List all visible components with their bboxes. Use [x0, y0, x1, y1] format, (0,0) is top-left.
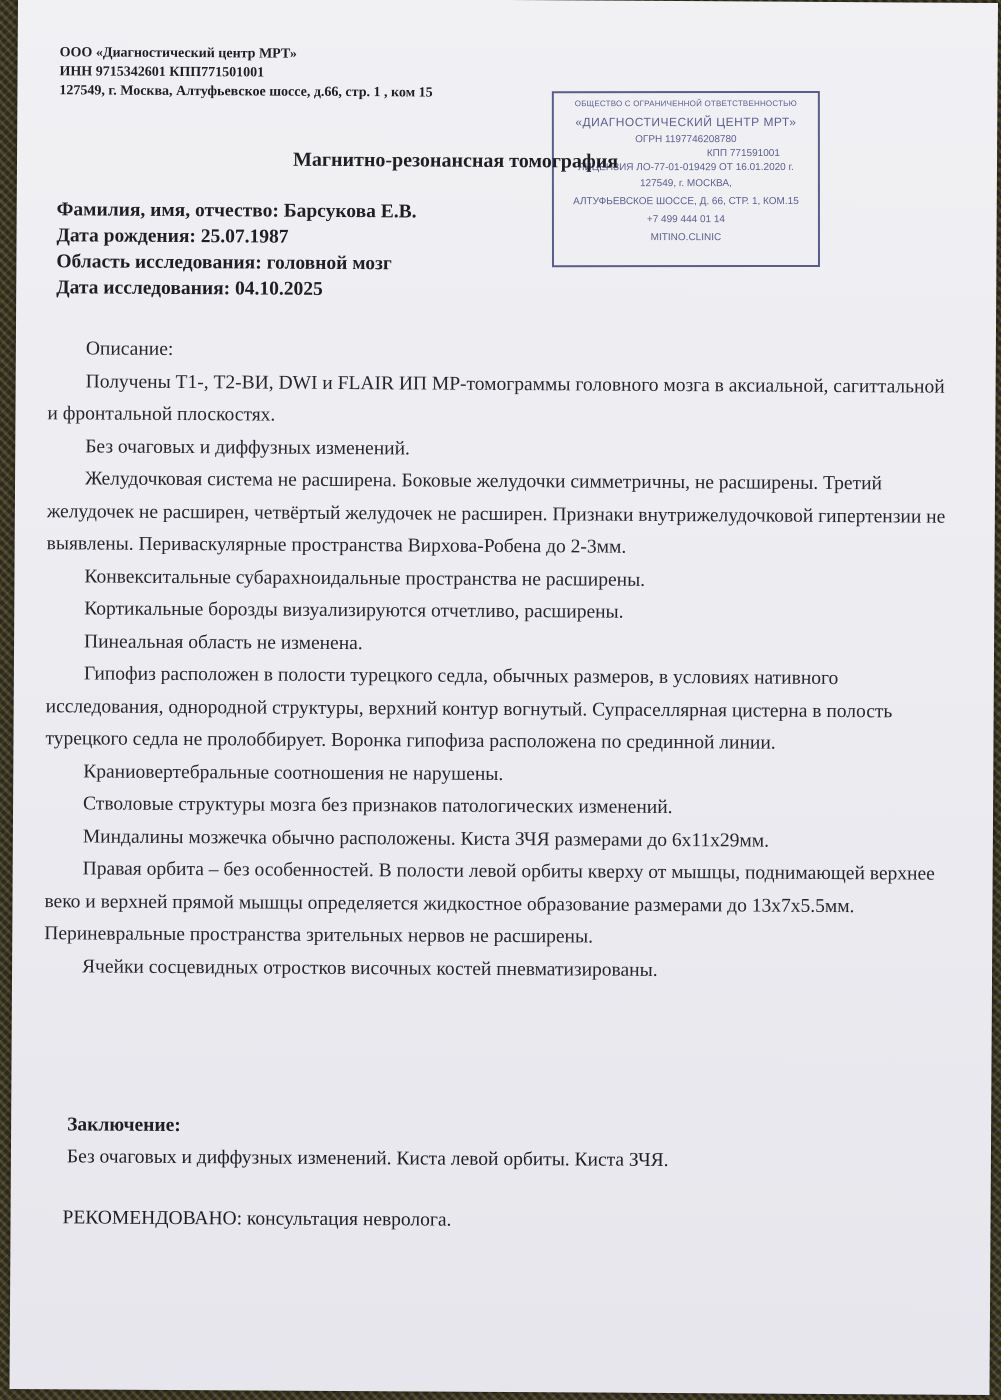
- patient-birth-date: Дата рождения: 25.07.1987: [56, 225, 289, 248]
- stamp-kpp: КПП 771591001: [706, 148, 780, 160]
- description-paragraph: Миндалины мозжечка обычно расположены. Киста ЗЧЯ размерами до 6х11х29мм.: [82, 825, 770, 852]
- conclusion-text: Без очаговых и диффузных изменений. Киста левой орбиты. Киста ЗЧЯ.: [66, 1146, 669, 1172]
- description-paragraph: Ячейки сосцевидных отростков височных костей пневматизированы.: [82, 955, 658, 981]
- organization-address: 127549, г. Москва, Алтуфьевское шоссе, д.66, стр. 1 , ком 15: [59, 83, 433, 101]
- description-paragraph: Краниовертебральные соотношения не нарушены.: [83, 760, 504, 785]
- stamp-site: MITINO.CLINIC: [650, 232, 722, 244]
- document-title: Магнитно-резонансная томография: [292, 148, 619, 173]
- stamp-org-type: ОБЩЕСТВО С ОГРАНИЧЕННОЙ ОТВЕТСТВЕННОСТЬЮ: [574, 98, 797, 109]
- description-paragraph: Конвекситальные субарахноидальные пространства не расширены.: [84, 565, 646, 591]
- recommendation-label: РЕКОМЕНДОВАНО: [62, 1207, 237, 1230]
- study-date: Дата исследования: 04.10.2025: [56, 277, 323, 300]
- description-paragraph: Стволовые структуры мозга без признаков патологических изменений.: [83, 793, 673, 819]
- organization-name: ООО «Диагностический центр МРТ»: [59, 45, 297, 62]
- description-paragraph: Кортикальные борозды визуализируются отчетливо, расширены.: [84, 598, 624, 623]
- description-paragraph: Правая орбита – без особенностей. В полости левой орбиты кверху от мышцы, поднимающей верхнее веко и верхней прямой мышцы определяется жидкостное образование размерами до 13х7х5.5мм. Периневральные пространства зрительных нервов не расширены.: [44, 858, 935, 948]
- conclusion-section: [67, 1109, 669, 1177]
- recommendation-text: : консультация невролога.: [236, 1208, 452, 1231]
- clinic-stamp: [552, 91, 820, 267]
- description-paragraph: Желудочковая система не расширена. Боковые желудочки симметричны, не расширены. Третий желудочек не расширен, четвёртый желудочек не расширен. Признаки внутрижелудочковой гипертензии не выявлены. Периваскулярные пространства Вирхова-Робена до 2-3мм.: [46, 468, 946, 558]
- conclusion-heading: Заключение:: [67, 1114, 181, 1137]
- stamp-license: ЛИЦЕНЗИЯ ЛО-77-01-019429 ОТ 16.01.2020 г.: [578, 161, 794, 174]
- recommendation: [62, 1207, 451, 1231]
- organization-header: [59, 43, 433, 102]
- study-region: Область исследования: головной мозг: [56, 251, 392, 275]
- description-paragraph: Гипофиз расположен в полости турецкого седла, обычных размеров, в условиях нативного исследования, однородной структуры, верхний контур вогнутый. Супраселлярная цистерна в полость турецкого седла не пролоббирует. Воронка гипофиза расположена по срединной линии.: [45, 663, 893, 754]
- stamp-address: АЛТУФЬЕВСКОЕ ШОССЕ, Д. 66, СТР. 1, КОМ.15: [573, 195, 799, 208]
- stamp-name: «ДИАГНОСТИЧЕСКИЙ ЦЕНТР МРТ»: [575, 114, 797, 130]
- document-page: [10, 0, 998, 1395]
- stamp-ogrn: ОГРН 1197746208780: [635, 134, 737, 146]
- stamp-city: 127549, г. МОСКВА,: [639, 178, 732, 190]
- patient-info: [56, 197, 416, 303]
- organization-inn: ИНН 9715342601 КПП771501001: [59, 64, 265, 81]
- description-paragraph: Получены Т1-, Т2-ВИ, DWI и FLAIR ИП МР-томограммы головного мозга в аксиальной, сагиттальной и фронтальной плоскостях.: [47, 370, 945, 426]
- description-paragraph: Без очаговых и диффузных изменений.: [85, 435, 410, 459]
- description-paragraph: Пинеальная область не изменена.: [84, 630, 363, 654]
- description-heading: Описание:: [85, 338, 174, 360]
- description-section: [44, 333, 948, 988]
- patient-name: Фамилия, имя, отчество: Барсукова Е.В.: [56, 199, 417, 223]
- stamp-phone: +7 499 444 01 14: [646, 214, 726, 226]
